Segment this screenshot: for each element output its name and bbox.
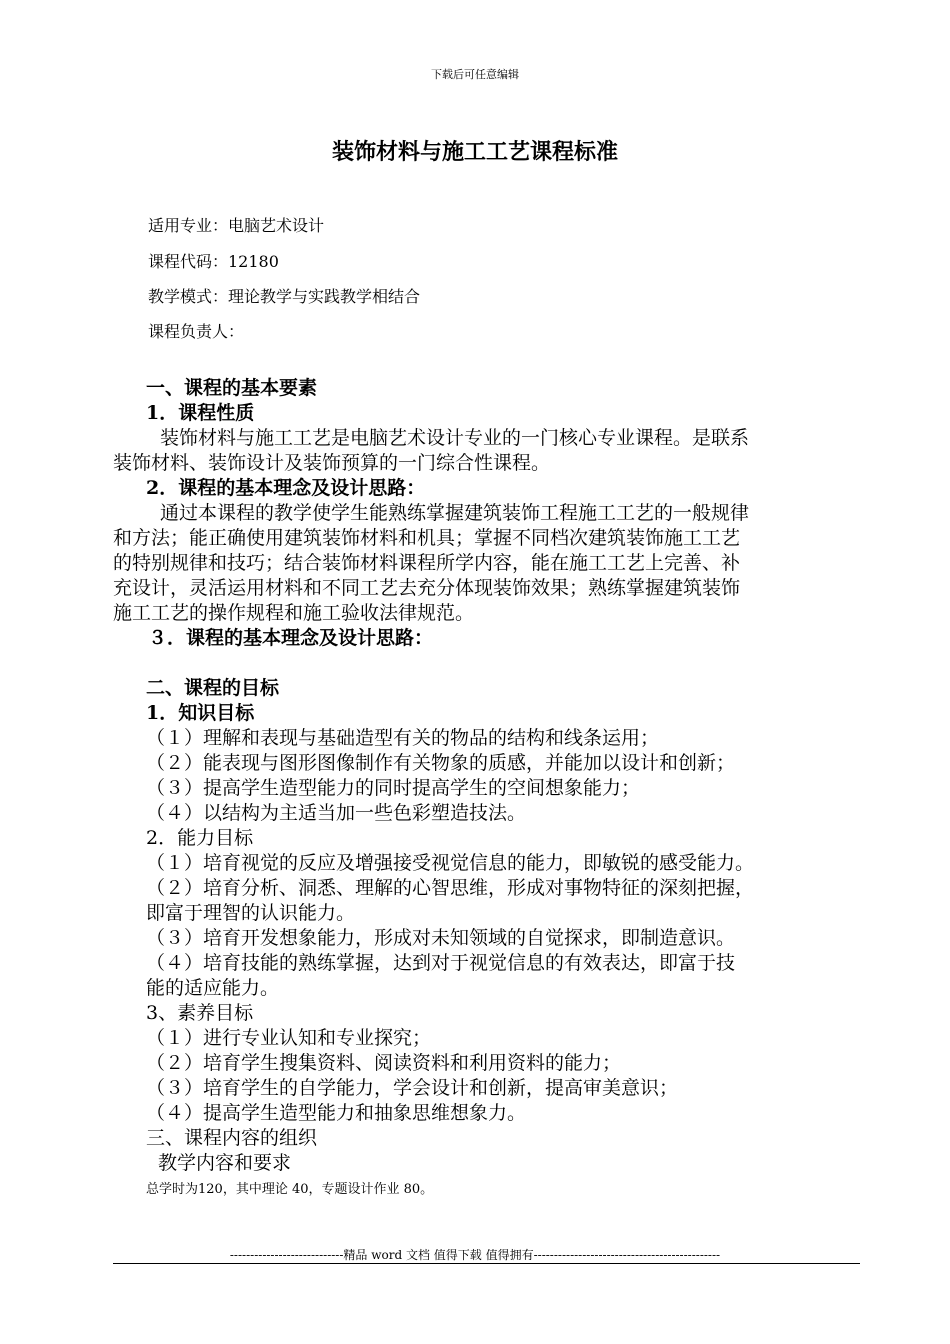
paragraph-line: 装饰材料与施工工艺是电脑艺术设计专业的一门核心专业课程。是联系 [160,427,750,449]
meta-teaching-mode: 教学模式：理论教学与实践教学相结合 [148,287,421,306]
list-item: （４）提高学生造型能力和抽象思维想象力。 [146,1102,527,1124]
paragraph-line: 施工工艺的操作规程和施工验收法律规范。 [113,602,475,624]
list-item: 即富于理智的认识能力。 [146,902,356,924]
section-3-heading: 三、课程内容的组织 [146,1127,318,1149]
footer-rule [113,1263,860,1264]
list-item: 能的适应能力。 [146,977,280,999]
list-item: （２）培育分析、洞悉、理解的心智思维，形成对事物特征的深刻把握， [146,877,755,899]
section-3-subtitle: 教学内容和要求 [158,1152,292,1174]
section-1-2-title: 2．课程的基本理念及设计思路： [146,477,426,499]
list-item: （１）理解和表现与基础造型有关的物品的结构和线条运用； [146,727,660,749]
document-title: 装饰材料与施工工艺课程标准 [331,139,618,165]
paragraph-line: 装饰材料、装饰设计及装饰预算的一门综合性课程。 [113,452,551,474]
meta-major: 适用专业：电脑艺术设计 [148,216,325,235]
meta-course-code: 课程代码：12180 [148,252,279,271]
page-header: 下载后可任意编辑 [431,68,519,81]
hours-note: 总学时为120，其中理论 40，专题设计作业 80。 [146,1182,434,1197]
list-item: （１）培育视觉的反应及增强接受视觉信息的能力，即敏锐的感受能力。 [146,852,755,874]
paragraph-line: 通过本课程的教学使学生能熟练掌握建筑装饰工程施工工艺的一般规律 [160,502,750,524]
list-item: （３）提高学生造型能力的同时提高学生的空间想象能力； [146,777,641,799]
meta-course-owner: 课程负责人： [148,322,245,341]
paragraph-line: 和方法；能正确使用建筑装饰材料和机具；掌握不同档次建筑装饰施工工艺 [113,527,741,549]
ability-goal-title: 2．能力目标 [146,827,254,849]
list-item: （２）能表现与图形图像制作有关物象的质感，并能加以设计和创新； [146,752,736,774]
page-footer: ----------------------------精品 word 文档 值得下载 值得拥有---------------------------------------------- [229,1248,721,1262]
section-1-heading: 一、课程的基本要素 [146,377,318,399]
list-item: （４）培育技能的熟练掌握，达到对于视觉信息的有效表达，即富于技 [146,952,736,974]
list-item: （３）培育开发想象能力，形成对未知领域的自觉探求，即制造意识。 [146,927,736,949]
section-2-heading: 二、课程的目标 [146,677,280,699]
paragraph-line: 的特别规律和技巧；结合装饰材料课程所学内容，能在施工工艺上完善、补 [113,552,741,574]
section-1-3-title: ３．课程的基本理念及设计思路： [148,627,434,649]
list-item: （４）以结构为主适当加一些色彩塑造技法。 [146,802,527,824]
list-item: （３）培育学生的自学能力，学会设计和创新，提高审美意识； [146,1077,679,1099]
list-item: （２）培育学生搜集资料、阅读资料和利用资料的能力； [146,1052,622,1074]
paragraph-line: 充设计，灵活运用材料和不同工艺去充分体现装饰效果；熟练掌握建筑装饰 [113,577,741,599]
quality-goal-title: 3、素养目标 [146,1002,254,1024]
knowledge-goal-title: 1．知识目标 [146,702,255,724]
section-1-1-title: 1．课程性质 [146,402,255,424]
list-item: （１）进行专业认知和专业探究； [146,1027,432,1049]
